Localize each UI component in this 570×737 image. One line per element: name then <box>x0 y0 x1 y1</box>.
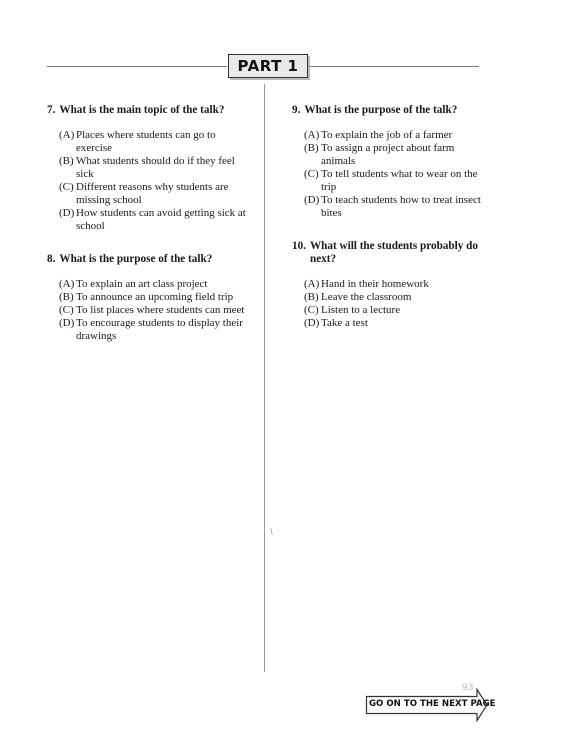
next-page-button[interactable] <box>365 688 496 722</box>
option-text: What students should do if they feel sick <box>76 155 235 180</box>
option-text: Different reasons why students are missing school <box>76 181 229 206</box>
question-text: What is the main topic of the talk? <box>59 104 225 116</box>
option-letter: (C) <box>59 181 74 193</box>
option-letter: (D) <box>59 207 75 219</box>
next-page-label: GO ON TO THE NEXT PAGE <box>369 699 496 709</box>
answer-option-c[interactable] <box>59 181 252 207</box>
option-text: To explain an art class project <box>76 278 208 290</box>
answer-option-d[interactable] <box>304 317 488 330</box>
header-rule-left <box>47 66 227 67</box>
answer-option-a[interactable] <box>59 278 252 291</box>
option-text: To teach students how to treat insect bites <box>321 194 481 219</box>
question-number: 10. <box>292 240 306 252</box>
answer-option-b[interactable] <box>59 291 252 304</box>
left-column <box>47 104 252 363</box>
answer-option-d[interactable] <box>59 317 252 343</box>
answer-option-c[interactable] <box>304 304 488 317</box>
right-column <box>292 104 488 350</box>
question-stem <box>47 104 252 117</box>
option-letter: (A) <box>59 129 75 141</box>
header-rule-right <box>309 66 479 67</box>
question-stem <box>292 240 488 266</box>
answer-option-c[interactable] <box>59 304 252 317</box>
answer-option-d[interactable] <box>59 207 252 233</box>
option-text: To assign a project about farm animals <box>321 142 455 167</box>
option-text: Leave the classroom <box>321 291 412 303</box>
option-text: Hand in their homework <box>321 278 429 290</box>
answer-options <box>304 129 488 220</box>
option-letter: (B) <box>304 142 319 154</box>
part-heading: PART 1 <box>228 54 308 78</box>
page-number: 93 <box>462 683 474 693</box>
option-letter: (A) <box>304 129 320 141</box>
answer-option-a[interactable] <box>59 129 252 155</box>
column-divider <box>264 84 265 672</box>
question-8 <box>47 253 252 343</box>
option-text: To tell students what to wear on the trip <box>321 168 478 193</box>
question-number: 7. <box>47 104 56 116</box>
answer-option-b[interactable] <box>59 155 252 181</box>
answer-option-a[interactable] <box>304 129 488 142</box>
option-text: To encourage students to display their drawings <box>76 317 243 342</box>
stray-mark <box>270 528 272 535</box>
question-number: 9. <box>292 104 301 116</box>
option-letter: (C) <box>304 168 319 180</box>
answer-option-b[interactable] <box>304 142 488 168</box>
option-letter: (B) <box>59 291 74 303</box>
option-text: To list places where students can meet <box>76 304 245 316</box>
question-number: 8. <box>47 253 56 265</box>
question-text: What is the purpose of the talk? <box>304 104 458 116</box>
question-9 <box>292 104 488 220</box>
option-letter: (A) <box>59 278 75 290</box>
answer-option-d[interactable] <box>304 194 488 220</box>
option-text: Take a test <box>321 317 368 329</box>
answer-option-b[interactable] <box>304 291 488 304</box>
question-stem <box>47 253 252 266</box>
option-letter: (D) <box>304 317 320 329</box>
question-10 <box>292 240 488 330</box>
option-text: To announce an upcoming field trip <box>76 291 234 303</box>
question-text: What is the purpose of the talk? <box>59 253 213 265</box>
option-letter: (B) <box>304 291 319 303</box>
option-text: To explain the job of a farmer <box>321 129 453 141</box>
option-letter: (D) <box>59 317 75 329</box>
answer-option-c[interactable] <box>304 168 488 194</box>
option-letter: (C) <box>59 304 74 316</box>
answer-options <box>59 129 252 233</box>
option-text: Listen to a lecture <box>321 304 401 316</box>
question-text: What will the students probably do next? <box>309 240 478 265</box>
option-letter: (D) <box>304 194 320 206</box>
question-7 <box>47 104 252 233</box>
option-letter: (B) <box>59 155 74 167</box>
option-letter: (C) <box>304 304 319 316</box>
option-text: Places where students can go to exercise <box>76 129 216 154</box>
answer-options <box>59 278 252 343</box>
option-letter: (A) <box>304 278 320 290</box>
option-text: How students can avoid getting sick at school <box>76 207 246 232</box>
answer-options <box>304 278 488 330</box>
answer-option-a[interactable] <box>304 278 488 291</box>
question-stem <box>292 104 488 117</box>
